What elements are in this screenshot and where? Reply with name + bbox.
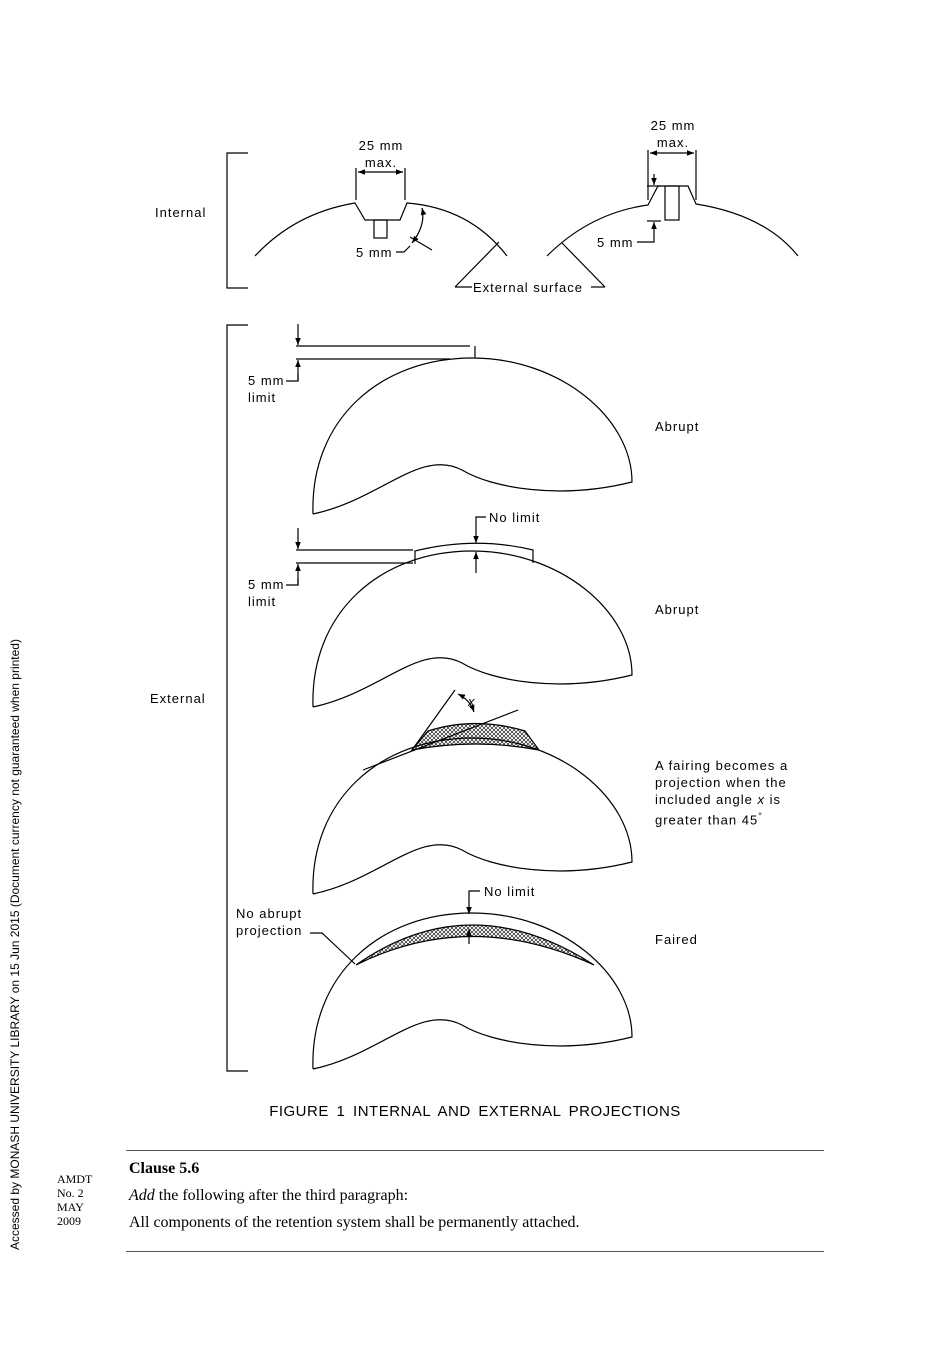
width-value: 25 mm <box>650 118 696 133</box>
description-text: included angle <box>655 792 758 807</box>
limit-value: 5 mm <box>248 577 285 592</box>
shell-2-top-label: No limit <box>489 510 541 525</box>
shell-2-outline <box>313 551 632 707</box>
description-line: projection when the <box>655 775 787 790</box>
description-line <box>655 808 788 828</box>
width-value: 25 mm <box>358 138 404 153</box>
width-qualifier: max. <box>656 135 690 150</box>
description-line <box>655 791 788 808</box>
internal-right-projection <box>665 186 679 220</box>
description-text: is <box>764 792 781 807</box>
access-side-note: Accessed by MONASH UNIVERSITY LIBRARY on 15 Jun 2015 (Document currency not guaranteed when printed) <box>8 639 22 1250</box>
amendment-margin-note <box>57 1172 92 1228</box>
description-line: A fairing becomes a <box>655 758 789 773</box>
width-qualifier: max. <box>364 155 398 170</box>
instruction-verb: Add <box>129 1187 155 1204</box>
degree-symbol: ° <box>758 811 763 821</box>
shell-2-projection <box>415 543 533 564</box>
shell-4-top-label: No limit <box>484 884 536 899</box>
limit-word: limit <box>248 594 277 609</box>
shell-3-outline <box>313 738 632 894</box>
shell-3-fairing <box>412 724 539 751</box>
internal-left-width-label <box>350 137 412 171</box>
shell-2-limit-label <box>248 576 285 610</box>
shell-3-description <box>655 757 788 828</box>
internal-left-projection <box>374 220 387 238</box>
amendment-body: All components of the retention system shall be permanently attached. <box>129 1214 580 1231</box>
shell-3-angle-label: x <box>468 694 476 709</box>
margin-note-line: No. 2 <box>57 1186 84 1200</box>
angle-symbol: x <box>757 792 765 807</box>
limit-value: 5 mm <box>248 373 285 388</box>
clause-title: Clause 5.6 <box>129 1160 200 1177</box>
external-surface-label: External surface <box>473 280 583 295</box>
bottom-rule <box>126 1251 824 1252</box>
internal-right-width-label <box>642 117 704 151</box>
figure-caption: FIGURE 1 INTERNAL AND EXTERNAL PROJECTIONS <box>269 1103 681 1120</box>
label-line: No abrupt <box>236 906 303 921</box>
margin-note-line: 2009 <box>57 1214 81 1228</box>
description-text: greater than 45 <box>655 812 759 828</box>
shell-1-outline <box>313 358 632 514</box>
amendment-instruction <box>129 1187 408 1205</box>
shell-1-limit-label <box>248 372 285 406</box>
label-line: projection <box>236 923 303 938</box>
external-bracket <box>227 325 248 1071</box>
instruction-text: the following after the third paragraph: <box>154 1187 409 1204</box>
shell-2-description: Abrupt <box>655 602 700 617</box>
limit-word: limit <box>248 390 277 405</box>
internal-right-shell <box>547 186 798 256</box>
internal-right-depth-label: 5 mm <box>597 235 634 250</box>
margin-note-line: MAY <box>57 1200 84 1214</box>
shell-4-description: Faired <box>655 932 698 947</box>
shell-1-description: Abrupt <box>655 419 700 434</box>
external-group-label: External <box>150 691 206 706</box>
internal-bracket <box>227 153 248 288</box>
internal-group-label: Internal <box>155 205 207 220</box>
shell-4-left-label <box>236 905 302 939</box>
top-rule <box>126 1150 824 1151</box>
internal-left-depth-label: 5 mm <box>356 245 393 260</box>
margin-note-line: AMDT <box>57 1172 93 1186</box>
